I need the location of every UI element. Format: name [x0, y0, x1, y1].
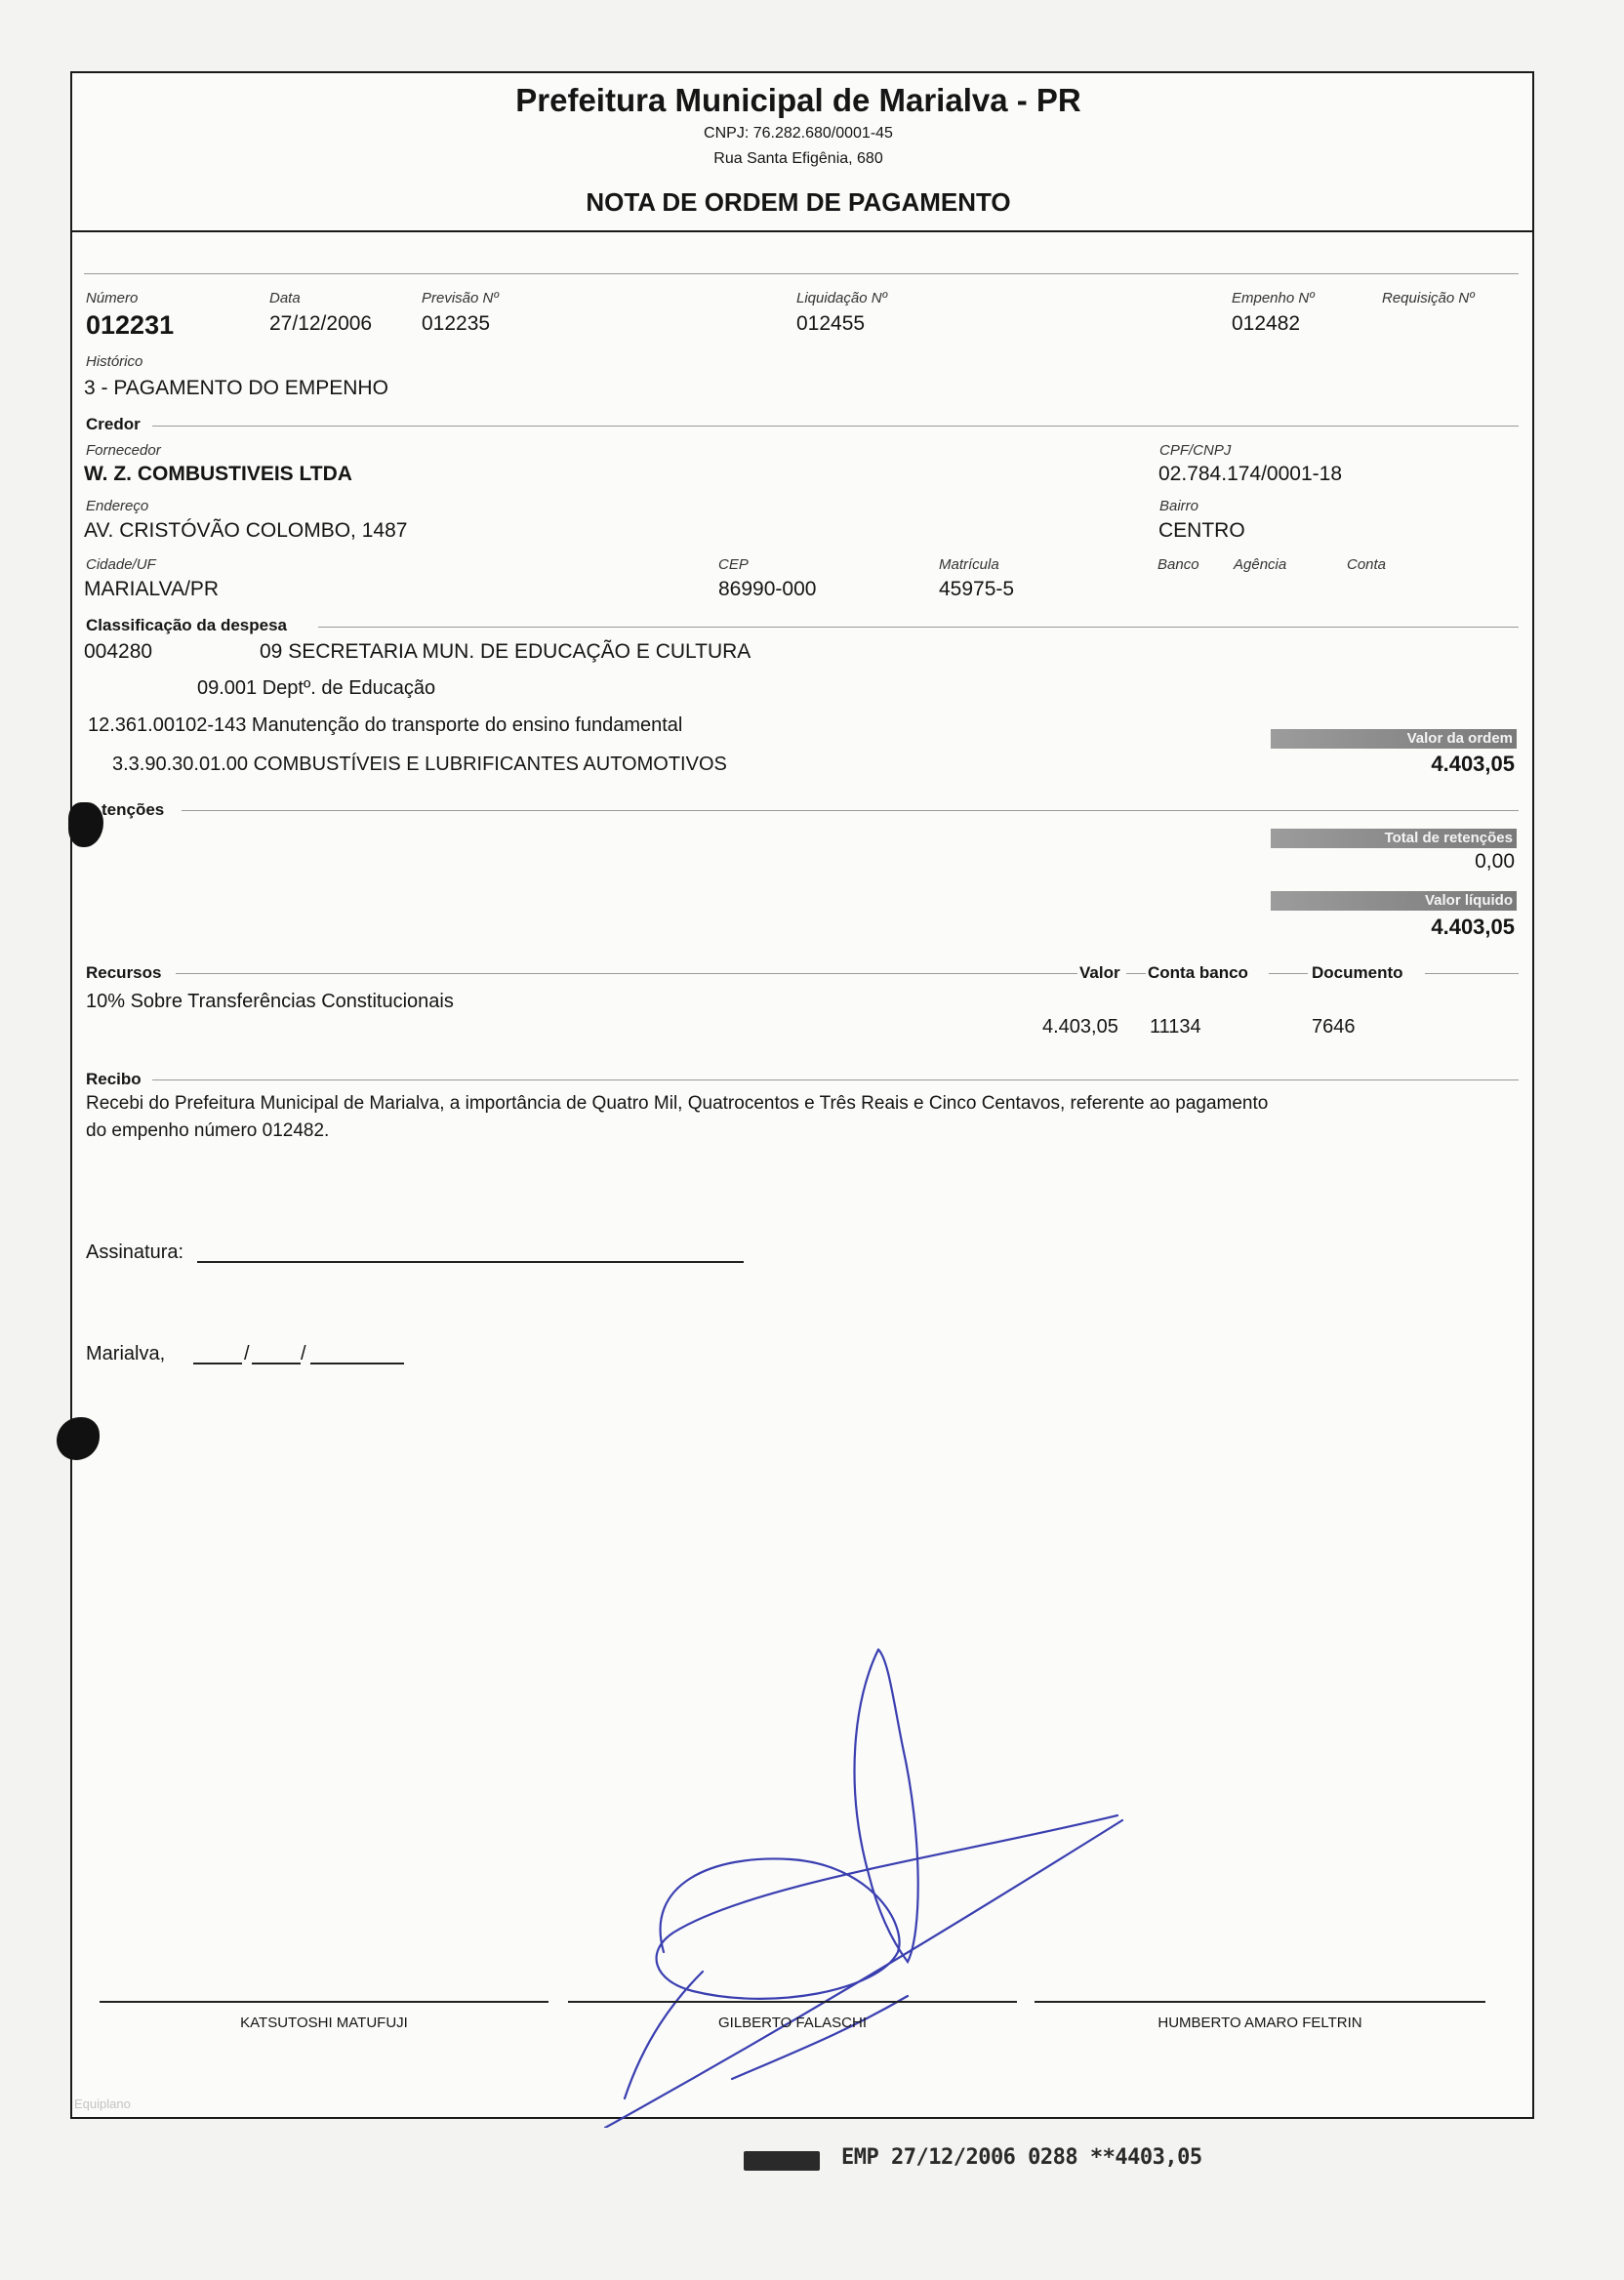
fornecedor-label: Fornecedor: [86, 442, 161, 459]
cidade-label: Cidade/UF: [86, 556, 156, 573]
classificacao-code: 004280: [84, 640, 153, 663]
numero-label: Número: [86, 290, 139, 306]
recursos-descricao: 10% Sobre Transferências Constitucionais: [86, 991, 454, 1012]
valor-ordem-label: Valor da ordem: [1271, 729, 1517, 749]
header-address: Rua Santa Efigênia, 680: [713, 150, 883, 167]
header-separator: [70, 230, 1532, 232]
date-line-3: [310, 1363, 404, 1364]
recibo-text-1: Recebi do Prefeitura Municipal de Marialva, a importância de Quatro Mil, Quatrocentos e Três Reais e Cinco Centavos, referente ao pagamento: [86, 1093, 1269, 1114]
credor-divider: [152, 426, 1519, 427]
recibo-text-2: do empenho número 012482.: [86, 1120, 330, 1141]
bank-logo-icon: [744, 2151, 820, 2171]
valor-ordem: 4.403,05: [1431, 752, 1515, 776]
liquidacao-label: Liquidação Nº: [796, 290, 888, 306]
data-label: Data: [269, 290, 301, 306]
signature-line-2: [568, 2001, 1017, 2003]
data-value: 27/12/2006: [269, 312, 373, 335]
recursos-divider-4: [1425, 973, 1519, 974]
agencia-label: Agência: [1234, 556, 1287, 573]
conta-label: Conta: [1347, 556, 1387, 573]
signature-line-3: [1035, 2001, 1485, 2003]
date-slash-2: /: [301, 1343, 306, 1364]
recursos-documento: 7646: [1312, 1016, 1356, 1038]
requisicao-label: Requisição Nº: [1382, 290, 1475, 306]
recursos-documento-col: Documento: [1312, 963, 1403, 982]
elemento-despesa: 3.3.90.30.01.00 COMBUSTÍVEIS E LUBRIFICANTES AUTOMOTIVOS: [112, 753, 727, 775]
empenho-label: Empenho Nº: [1232, 290, 1315, 306]
fornecedor-value: W. Z. COMBUSTIVEIS LTDA: [84, 463, 352, 485]
signature-line-1: [100, 2001, 548, 2003]
date-slash-1: /: [244, 1343, 250, 1364]
classificacao-divider: [318, 627, 1519, 628]
matricula-value: 45975-5: [939, 578, 1015, 600]
software-watermark: Equiplano: [74, 2097, 131, 2111]
recursos-conta: 11134: [1150, 1016, 1201, 1038]
total-retencoes: 0,00: [1475, 850, 1515, 873]
recursos-divider-1: [176, 973, 1077, 974]
cpf-value: 02.784.174/0001-18: [1158, 463, 1343, 485]
recibo-section: Recibo: [86, 1070, 142, 1088]
credor-section: Credor: [86, 415, 141, 433]
date-line-1: [193, 1363, 242, 1364]
departamento: 09.001 Deptº. de Educação: [197, 677, 436, 699]
assinatura-line: [197, 1261, 744, 1263]
secretaria: 09 SECRETARIA MUN. DE EDUCAÇÃO E CULTURA: [260, 640, 751, 663]
previsao-value: 012235: [422, 312, 491, 335]
page-title: Prefeitura Municipal de Marialva - PR: [515, 82, 1081, 118]
cep-value: 86990-000: [718, 578, 817, 600]
handwritten-signature: [586, 1640, 1152, 2128]
date-line-2: [252, 1363, 301, 1364]
cidade-value: MARIALVA/PR: [84, 578, 220, 600]
signatory-3: HUMBERTO AMARO FELTRIN: [1157, 2015, 1362, 2031]
assinatura-label: Assinatura:: [86, 1242, 184, 1263]
recursos-conta-col: Conta banco: [1148, 963, 1248, 982]
header-cnpj: CNPJ: 76.282.680/0001-45: [704, 125, 893, 142]
previsao-label: Previsão Nº: [422, 290, 499, 306]
valor-liquido-label: Valor líquido: [1271, 891, 1517, 911]
signatory-2: GILBERTO FALASCHI: [718, 2015, 867, 2031]
recursos-valor-col: Valor: [1079, 963, 1120, 982]
empenho-value: 012482: [1232, 312, 1301, 335]
document-title: NOTA DE ORDEM DE PAGAMENTO: [586, 187, 1011, 217]
payment-stamp: EMP 27/12/2006 0288 **4403,05: [841, 2145, 1202, 2170]
bairro-label: Bairro: [1159, 498, 1199, 514]
total-retencoes-label: Total de retenções: [1271, 829, 1517, 848]
recursos-divider-2: [1126, 973, 1146, 974]
cep-label: CEP: [718, 556, 749, 573]
banco-label: Banco: [1157, 556, 1199, 573]
retencoes-divider: [182, 810, 1519, 811]
recursos-section: Recursos: [86, 963, 162, 982]
signatory-1: KATSUTOSHI MATUFUJI: [240, 2015, 408, 2031]
valor-liquido: 4.403,05: [1431, 915, 1515, 939]
retencoes-section: tenções: [102, 800, 165, 819]
endereco-label: Endereço: [86, 498, 149, 514]
recursos-divider-3: [1269, 973, 1308, 974]
liquidacao-value: 012455: [796, 312, 866, 335]
historico-label: Histórico: [86, 353, 143, 370]
matricula-label: Matrícula: [939, 556, 999, 573]
recursos-valor: 4.403,05: [1042, 1016, 1118, 1038]
recibo-divider: [152, 1079, 1519, 1080]
local-data-label: Marialva,: [86, 1343, 166, 1364]
numero-value: 012231: [86, 310, 175, 340]
divider-top: [84, 273, 1519, 274]
bairro-value: CENTRO: [1158, 519, 1245, 542]
programa: 12.361.00102-143 Manutenção do transporte do ensino fundamental: [88, 714, 683, 736]
cpf-label: CPF/CNPJ: [1159, 442, 1232, 459]
historico-value: 3 - PAGAMENTO DO EMPENHO: [84, 377, 388, 399]
endereco-value: AV. CRISTÓVÃO COLOMBO, 1487: [84, 519, 408, 542]
classificacao-section: Classificação da despesa: [86, 616, 288, 634]
